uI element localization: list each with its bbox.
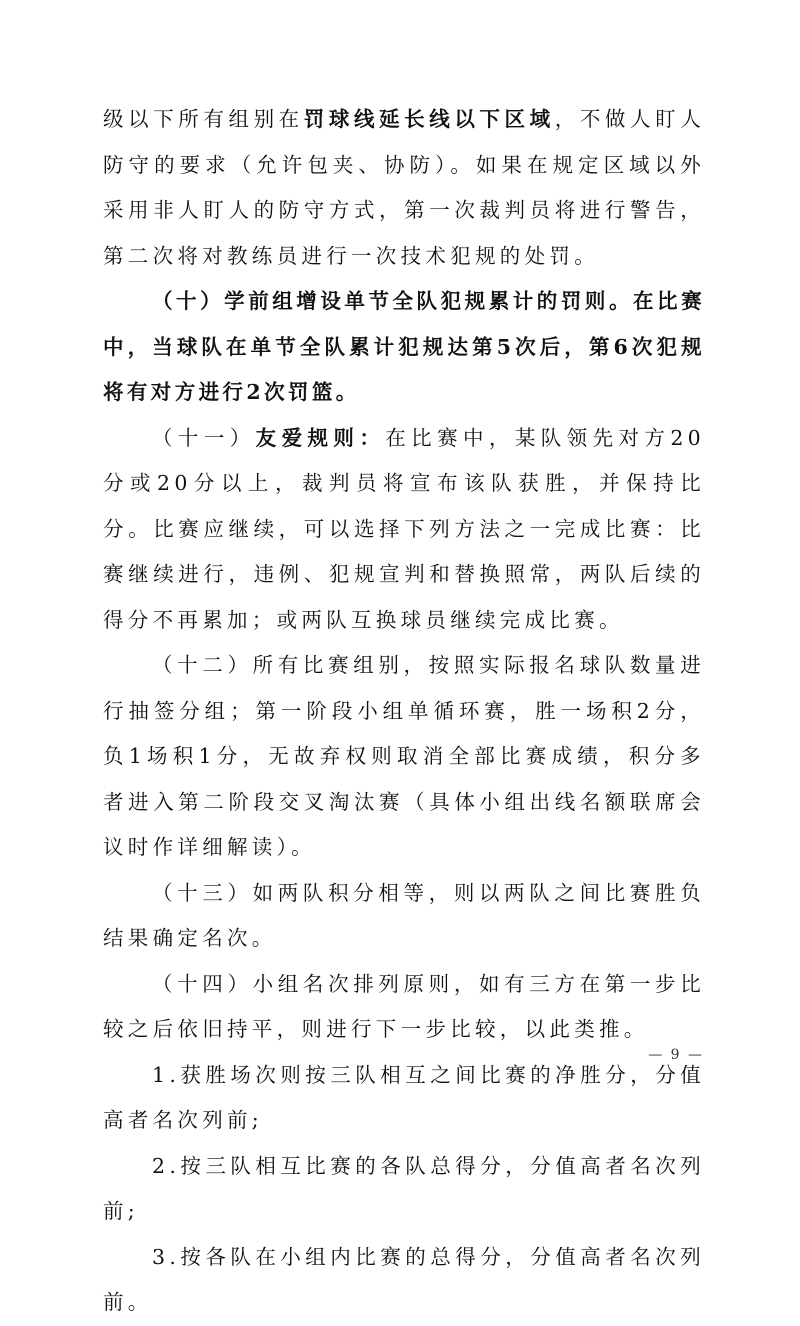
paragraph-rule-11 xyxy=(103,416,705,644)
paragraph-text: 级以下所有组别在 xyxy=(103,107,304,131)
paragraph-rule-10: （十）学前组增设单节全队犯规累计的罚则。在比赛中，当球队在单节全队累计犯规达第5次后，第6次犯规将有对方进行2次罚篮。 xyxy=(103,289,705,404)
document-body xyxy=(103,97,705,1326)
paragraph-rule-13: （十三）如两队积分相等，则以两队之间比赛胜负结果确定名次。 xyxy=(103,880,705,950)
paragraph-text: ，不做人盯人防守的要求（允许包夹、协防）。如果在规定区域以外采用非人盯人的防守方式，第一次裁判员将进行警告，第二次将对教练员进行一次技术犯规的处罚。 xyxy=(103,107,705,268)
paragraph-text: 在比赛中，某队领先对方20分或20分以上，裁判员将宣布该队获胜，并保持比分。比赛应继续，可以选择下列方法之一完成比赛：比赛继续进行，违例、犯规宣判和替换照常，两队后续的得分不再累加；或两队互换球员继续完成比赛。 xyxy=(103,425,705,632)
paragraph-item-1: 1.获胜场次则按三队相互之间比赛的净胜分，分值高者名次列前; xyxy=(103,1062,705,1132)
paragraph-rule-12: （十二）所有比赛组别，按照实际报名球队数量进行抽签分组；第一阶段小组单循环赛，胜一场积2分，负1场积1分，无故弃权则取消全部比赛成绩，积分多者进入第二阶段交叉淘汰赛（具体小组出线名额联席会议时作详细解读）。 xyxy=(103,653,705,859)
paragraph-item-2: 2.按三队相互比赛的各队总得分，分值高者名次列前; xyxy=(103,1153,705,1223)
paragraph-lead: （十一） xyxy=(152,425,256,450)
paragraph-zone-defense-rule xyxy=(103,97,705,279)
paragraph-bold-text: 友爱规则： xyxy=(255,425,386,450)
page-number: — 9 — xyxy=(648,1047,704,1063)
paragraph-item-3: 3.按各队在小组内比赛的总得分，分值高者名次列前。 xyxy=(103,1244,705,1314)
paragraph-rule-14: （十四）小组名次排列原则，如有三方在第一步比较之后依旧持平，则进行下一步比较，以此类推。 xyxy=(103,971,705,1041)
paragraph-bold-text: 罚球线延长线以下区域 xyxy=(303,107,555,131)
